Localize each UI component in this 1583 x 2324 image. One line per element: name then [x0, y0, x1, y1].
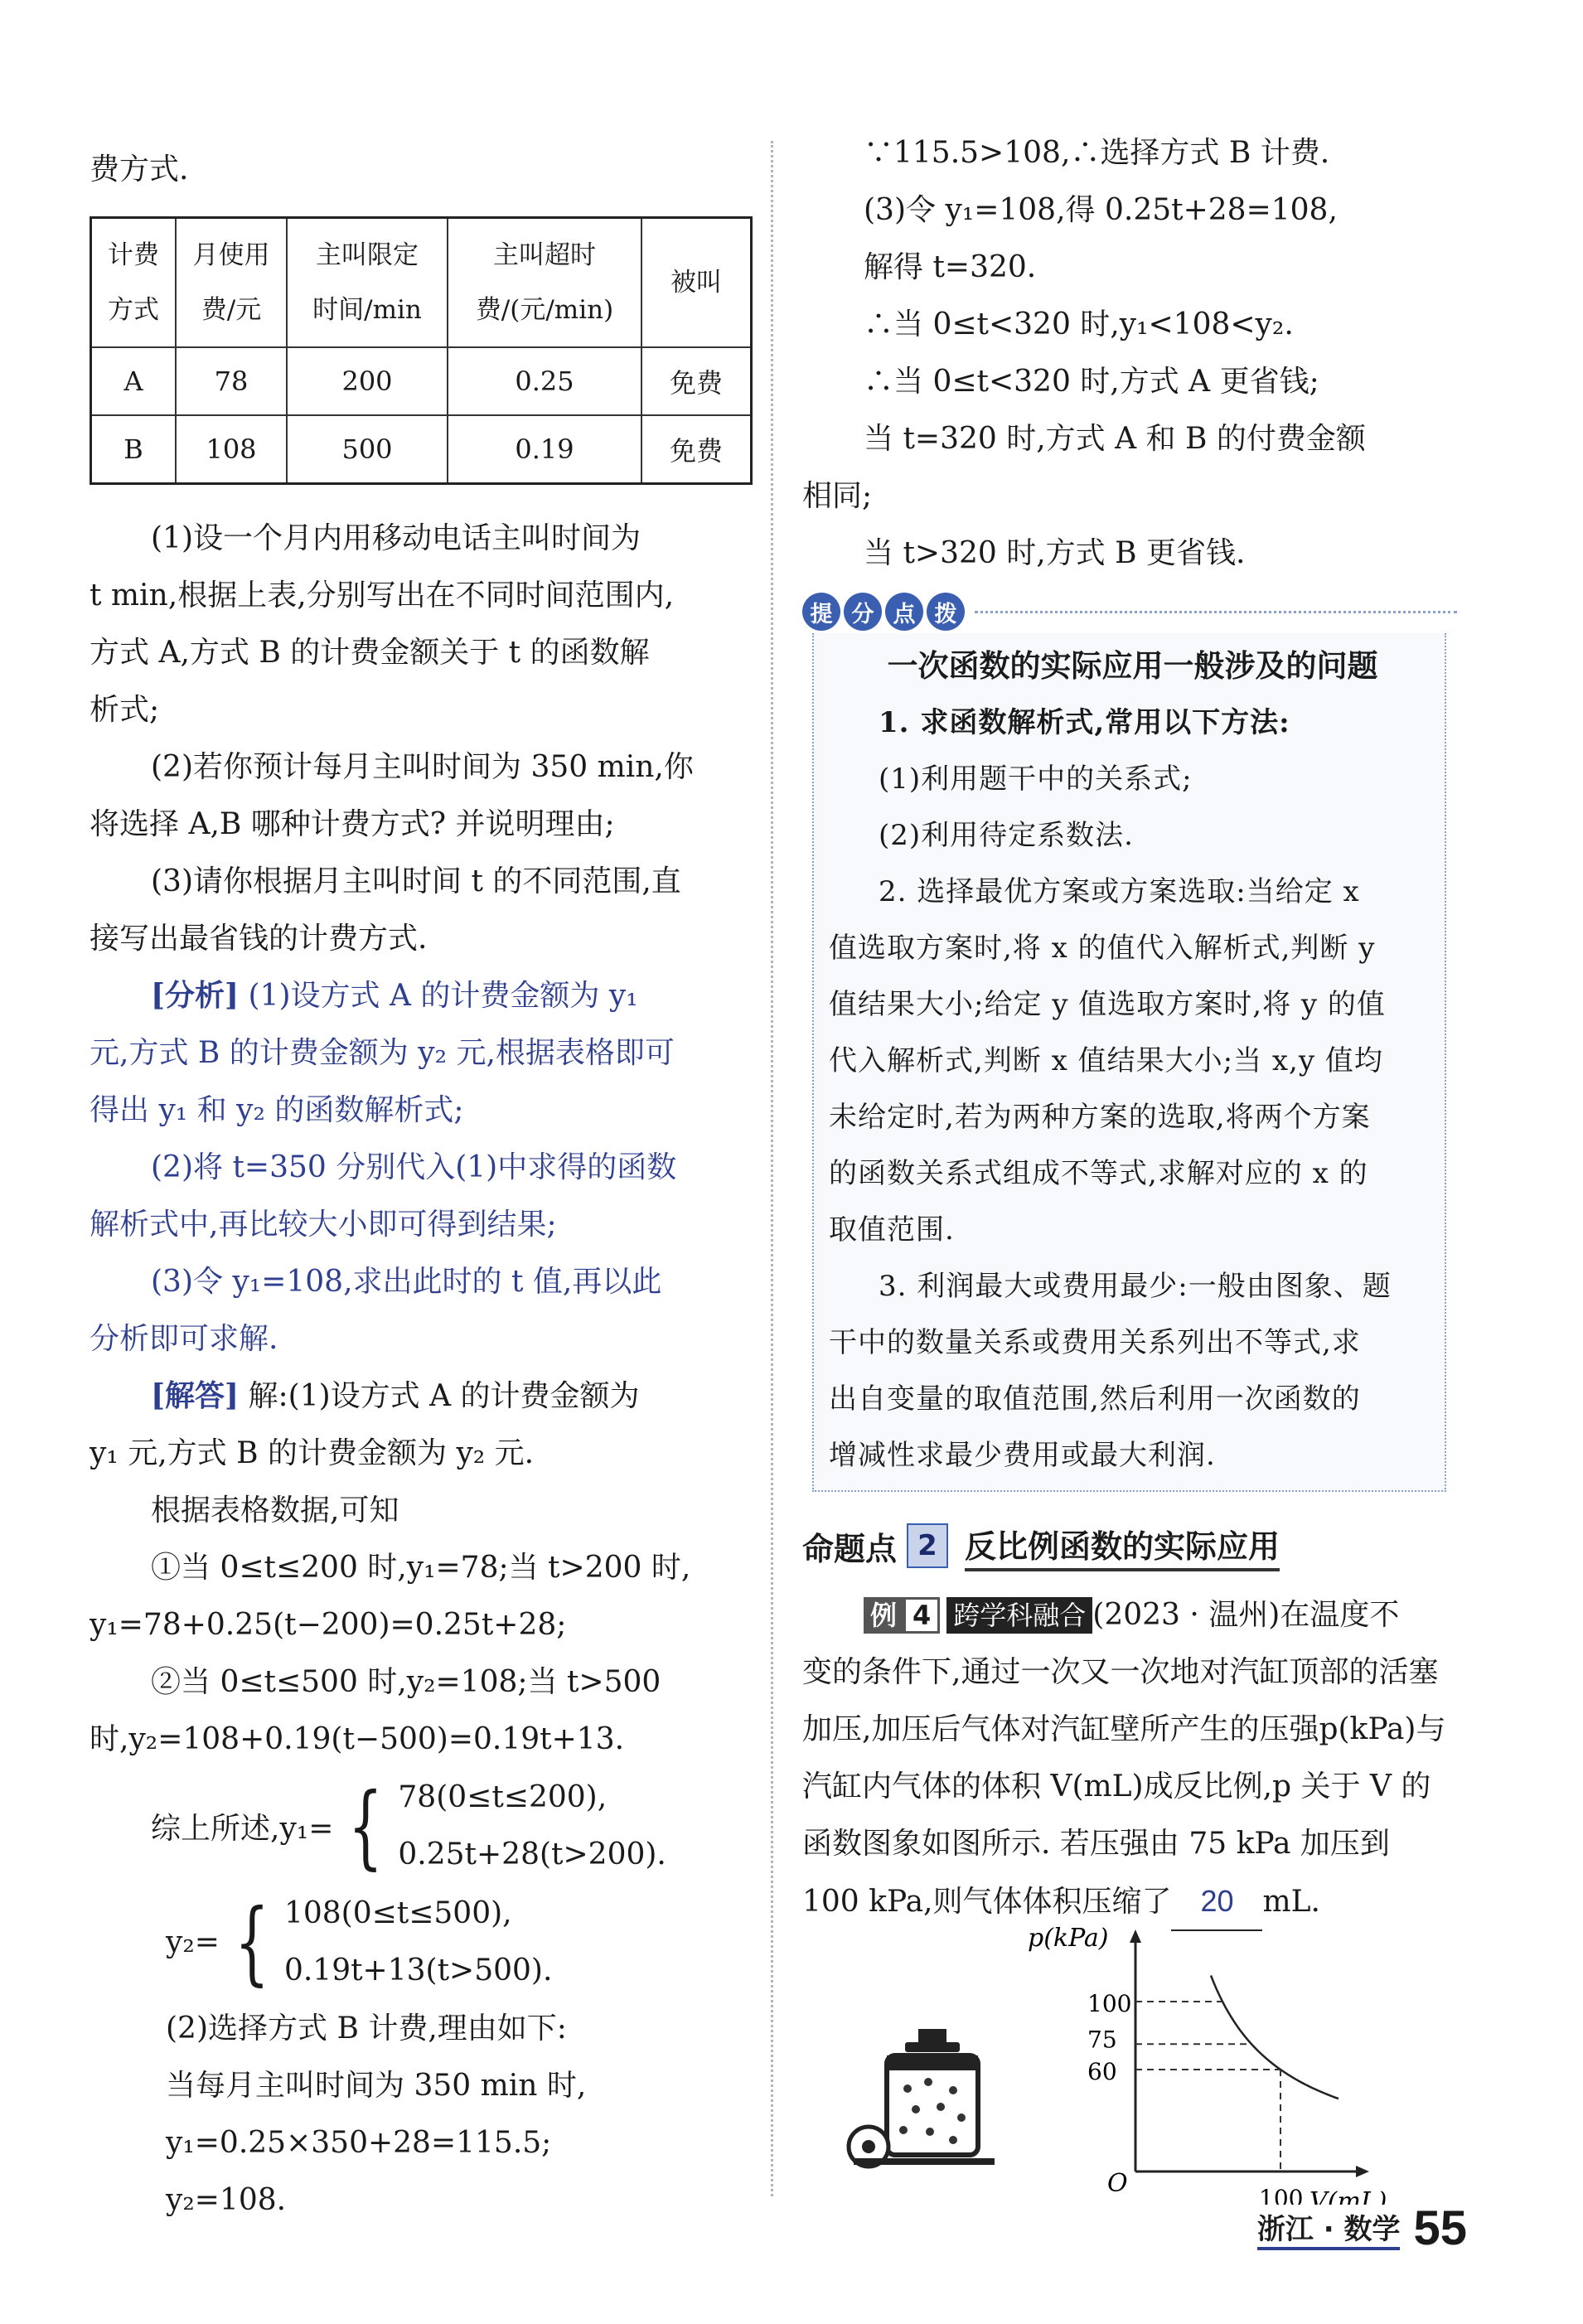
- y-tick-label: 100: [1087, 1990, 1132, 2017]
- answer-block: [90, 1368, 753, 2229]
- tips-tag-char: 提: [802, 593, 840, 631]
- text-line: ∵115.5>108,∴选择方式 B 计费.: [864, 136, 1330, 170]
- tips-title: 一次函数的实际应用一般涉及的问题: [887, 648, 1378, 684]
- figure-svg: [837, 1923, 1467, 2205]
- table-header-cell: 主叫超时 费/(元/min): [448, 218, 641, 348]
- table-header-cell: 主叫限定 时间/min: [287, 218, 448, 348]
- x-tick-label: 100: [1259, 2185, 1304, 2205]
- text-line: 根据表格数据,可知: [151, 1494, 399, 1528]
- text-line: ∴当 0≤t<320 时,方式 A 更省钱;: [864, 365, 1319, 399]
- text-line: 变的条件下,通过一次又一次地对汽缸顶部的活塞: [802, 1655, 1439, 1689]
- text-line: ②当 0≤t≤500 时,y₂=108;当 t>500: [151, 1665, 661, 1699]
- intro-text: 费方式.: [90, 153, 189, 186]
- tips-line: 出自变量的取值范围,然后利用一次函数的: [829, 1382, 1361, 1416]
- text-line: 得出 y₁ 和 y₂ 的函数解析式;: [90, 1093, 464, 1127]
- text-line: 函数图象如图所示. 若压强由 75 kPa 加压到: [802, 1827, 1390, 1861]
- tips-header: [802, 590, 1457, 633]
- brace-icon: {: [348, 1773, 384, 1879]
- tips-tag-char: 点: [885, 593, 923, 631]
- piecewise-lead: y₂=: [166, 1925, 220, 1959]
- gas-cylinder-icon: [849, 2029, 995, 2167]
- cross-subject-tag: 跨学科融合: [946, 1597, 1092, 1634]
- table-header-cell: 月使用 费/元: [176, 218, 287, 348]
- table-cell: 0.25: [448, 347, 641, 415]
- example-text: (2023 · 温州)在温度不: [1092, 1598, 1400, 1632]
- y-tick-label: 60: [1087, 2058, 1117, 2085]
- y-axis-arrow-icon: [1130, 1929, 1141, 1943]
- text-line: 解析式中,再比较大小即可得到结果;: [90, 1208, 557, 1242]
- tips-line: 增减性求最少费用或最大利润.: [829, 1439, 1216, 1472]
- text-line: y₁ 元,方式 B 的计费金额为 y₂ 元.: [90, 1436, 535, 1470]
- section-number: 2: [907, 1523, 948, 1568]
- section-title: 反比例函数的实际应用: [965, 1521, 1280, 1571]
- text-line: 方式 A,方式 B 的计费金额关于 t 的函数解: [90, 636, 650, 670]
- right-column: [802, 136, 1457, 1929]
- left-column: [90, 141, 753, 2229]
- table-cell: 78: [176, 347, 287, 415]
- table-row: [91, 415, 752, 484]
- text-line: 元,方式 B 的计费金额为 y₂ 元,根据表格即可: [90, 1036, 675, 1070]
- text-line: (2)选择方式 B 计费,理由如下:: [166, 2012, 567, 2046]
- example-figure: [837, 1923, 1467, 2205]
- table-header-row: [91, 218, 752, 348]
- case-line: 78(0≤t≤200),: [398, 1780, 608, 1814]
- table-header-cell: 被叫: [641, 218, 752, 348]
- tips-line: (2)利用待定系数法.: [879, 819, 1134, 852]
- example-first-line: [802, 1586, 1457, 1644]
- text-line: 当 t=320 时,方式 A 和 B 的付费金额: [864, 422, 1366, 456]
- text-line: 析式;: [90, 693, 160, 727]
- text-line: 将选择 A,B 哪种计费方式? 并说明理由;: [90, 807, 615, 841]
- text-line: 100 kPa,则气体体积压缩了 20 mL.: [802, 1872, 1457, 1929]
- question-1: [90, 510, 753, 738]
- inverse-curve: [1211, 1976, 1339, 2099]
- example-tag: 例: [864, 1597, 903, 1634]
- text-line: (3)令 y₁=108,求出此时的 t 值,再以此: [151, 1265, 662, 1299]
- answer-lead: 解:(1)设方式 A 的计费金额为: [248, 1379, 640, 1413]
- text-line: 当每月主叫时间为 350 min 时,: [166, 2069, 587, 2103]
- text-line: (2)将 t=350 分别代入(1)中求得的函数: [151, 1150, 677, 1184]
- text-line: ∴当 0≤t<320 时,y₁<108<y₂.: [864, 307, 1294, 341]
- table-cell: 200: [287, 347, 448, 415]
- example-number: 4: [903, 1597, 940, 1634]
- piecewise-y1: [90, 1768, 753, 1884]
- text-line: y₂=108.: [166, 2183, 287, 2217]
- table-header-cell: 计费 方式: [91, 218, 177, 348]
- text-line: 汽缸内气体的体积 V(mL)成反比例,p 关于 V 的: [802, 1770, 1431, 1804]
- text-line: [90, 1368, 753, 1425]
- table-cell: B: [91, 415, 177, 484]
- text-line: (3)请你根据月主叫时间 t 的不同范围,直: [151, 864, 681, 898]
- analysis-tag: [分析]: [151, 978, 240, 1013]
- page-number: 55: [1413, 2201, 1467, 2255]
- text-line: y₁=0.25×350+28=115.5;: [166, 2126, 552, 2160]
- table-cell: 108: [176, 415, 287, 484]
- tips-line: 值选取方案时,将 x 的值代入解析式,判断 y: [829, 932, 1376, 965]
- table-cell: 0.19: [448, 415, 641, 484]
- y-tick-label: 75: [1087, 2026, 1117, 2054]
- pv-graph: [1028, 1924, 1387, 2205]
- x-axis-label: V(mL): [1309, 2187, 1387, 2205]
- page-footer: [1257, 2201, 1467, 2256]
- tips-line: 取值范围.: [829, 1213, 955, 1247]
- brace-icon: {: [234, 1889, 269, 1995]
- tips-line: 干中的数量关系或费用关系列出不等式,求: [829, 1326, 1361, 1359]
- piecewise-cases: [398, 1769, 666, 1883]
- tips-line: 未给定时,若为两种方案的选取,将两个方案: [829, 1101, 1371, 1134]
- text-line: 时,y₂=108+0.19(t−500)=0.19t+13.: [90, 1722, 625, 1756]
- tips-box: [812, 633, 1446, 1492]
- piecewise-y2: [90, 1884, 753, 2000]
- table-cell: A: [91, 347, 177, 415]
- text-line: 相同;: [802, 479, 873, 513]
- piecewise-cases: [284, 1885, 552, 1999]
- text-line: 分析即可求解.: [90, 1322, 278, 1356]
- column-divider: [771, 141, 773, 2196]
- case-line: 0.25t+28(t>200).: [398, 1837, 666, 1871]
- section-label: 命题点: [802, 1530, 898, 1567]
- tips-line: 值结果大小;给定 y 值选取方案时,将 y 的值: [829, 988, 1386, 1021]
- text-line: t min,根据上表,分别写出在不同时间范围内,: [90, 579, 675, 612]
- table-cell: 免费: [641, 347, 752, 415]
- origin-label: O: [1107, 2169, 1128, 2198]
- tips-line: 代入解析式,判断 x 值结果大小;当 x,y 值均: [829, 1044, 1383, 1077]
- text-line: (1)设一个月内用移动电话主叫时间为: [151, 521, 641, 555]
- y-axis-label: p(kPa): [1028, 1924, 1109, 1953]
- text-line: (2)若你预计每月主叫时间为 350 min,你: [151, 750, 694, 784]
- question-2: [90, 738, 753, 853]
- fee-table: [90, 216, 753, 485]
- text-line: ①当 0≤t≤200 时,y₁=78;当 t>200 时,: [151, 1551, 691, 1585]
- tips-line: 的函数关系式组成不等式,求解对应的 x 的: [829, 1157, 1368, 1190]
- tips-line: 3. 利润最大或费用最少:一般由图象、题: [879, 1270, 1392, 1303]
- tips-rule: [975, 611, 1457, 613]
- tips-line: 2. 选择最优方案或方案选取:当给定 x: [879, 875, 1360, 908]
- table-cell: 500: [287, 415, 448, 484]
- tips-line: (1)利用题干中的关系式;: [879, 763, 1193, 796]
- answer-tag: [解答]: [151, 1378, 240, 1413]
- analysis-text: (1)设方式 A 的计费金额为 y₁: [248, 979, 638, 1013]
- section-heading: [802, 1517, 1457, 1575]
- table-row: [91, 347, 752, 415]
- x-axis-arrow-icon: [1356, 2166, 1369, 2177]
- piecewise-lead: 综上所述,y₁=: [151, 1811, 334, 1846]
- text-line: (3)令 y₁=108,得 0.25t+28=108,: [864, 193, 1338, 227]
- case-line: 108(0≤t≤500),: [283, 1896, 512, 1930]
- text-line: 加压,加压后气体对汽缸壁所产生的压强p(kPa)与: [802, 1712, 1446, 1746]
- tips-tag-char: 拨: [927, 593, 965, 631]
- question-3: [90, 853, 753, 967]
- text-line: [90, 967, 753, 1024]
- analysis-block: [90, 967, 753, 1368]
- tips-tag-char: 分: [844, 593, 882, 631]
- text-line: 接写出最省钱的计费方式.: [90, 922, 428, 956]
- case-line: 0.19t+13(t>500).: [283, 1954, 553, 1988]
- tips-line: 1. 求函数解析式,常用以下方法:: [879, 706, 1290, 739]
- table-cell: 免费: [641, 415, 752, 484]
- text-line: 解得 t=320.: [864, 250, 1037, 284]
- footer-label: 浙江 · 数学: [1257, 2206, 1401, 2250]
- text-line: 当 t>320 时,方式 B 更省钱.: [864, 536, 1246, 570]
- text-line: y₁=78+0.25(t−200)=0.25t+28;: [90, 1608, 567, 1642]
- answer-blank: 20: [1171, 1872, 1262, 1931]
